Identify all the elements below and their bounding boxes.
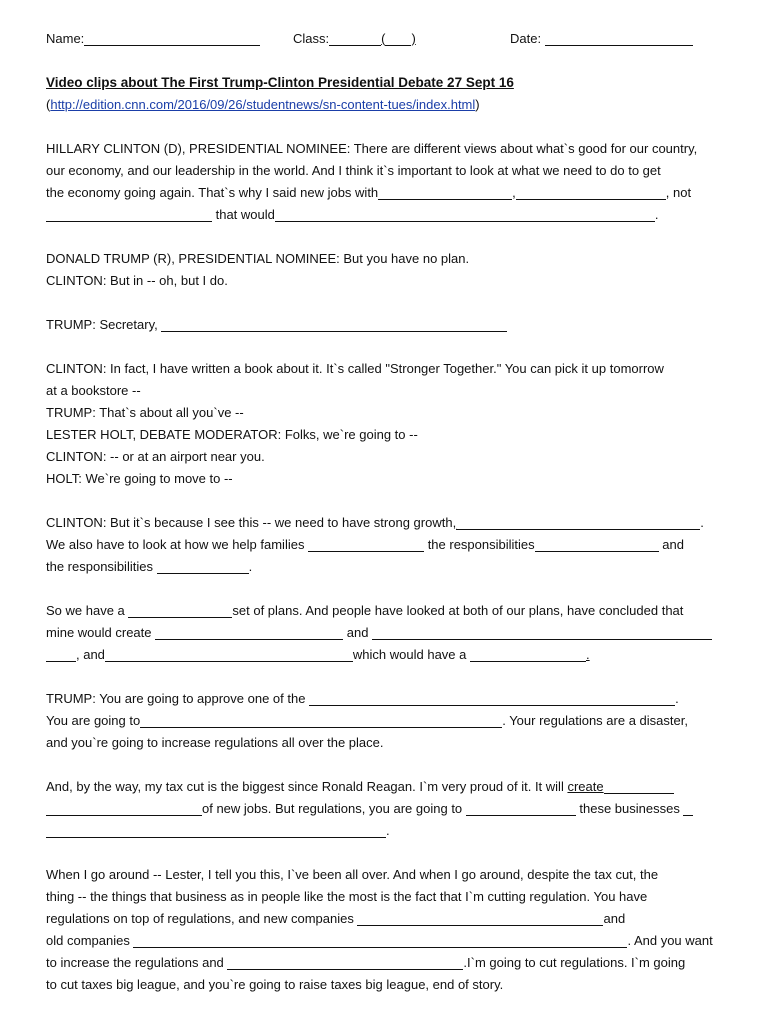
class-blank[interactable] xyxy=(329,31,381,46)
answer-blank[interactable] xyxy=(46,207,212,222)
date-field xyxy=(510,28,693,50)
source-line: (http://edition.cnn.com/2016/09/26/studentnews/sn-content-tues/index.html) xyxy=(46,97,480,112)
answer-blank[interactable] xyxy=(535,537,659,552)
worksheet xyxy=(46,28,730,996)
text-line: TRUMP: That`s about all you`ve -- xyxy=(46,405,244,420)
text-line: CLINTON: But in -- oh, but I do. xyxy=(46,273,228,288)
text-line: old companies . And you want xyxy=(46,933,713,948)
name-label: Name: xyxy=(46,31,85,46)
name-blank[interactable] xyxy=(84,31,260,46)
text-line: HILLARY CLINTON (D), PRESIDENTIAL NOMINEE: There are different views about what`s good for our country, xyxy=(46,141,698,156)
answer-blank[interactable] xyxy=(227,955,463,970)
answer-blank[interactable] xyxy=(372,625,712,640)
text-line: , and which would have a . xyxy=(46,644,730,666)
text-line: of new jobs. But regulations, you are going to these businesses xyxy=(46,798,730,820)
class-field xyxy=(293,28,416,50)
text-line: mine would create and xyxy=(46,622,730,644)
answer-blank[interactable] xyxy=(157,559,249,574)
class-number-blank[interactable] xyxy=(385,31,411,46)
name-field xyxy=(46,28,260,50)
answer-blank[interactable] xyxy=(378,185,512,200)
answer-blank[interactable] xyxy=(161,317,507,332)
text-line: When I go around -- Lester, I tell you this, I`ve been all over. And when I go around, despite the tax cut, the xyxy=(46,867,659,882)
answer-blank[interactable] xyxy=(456,515,700,530)
answer-blank[interactable] xyxy=(309,691,675,706)
text-line: LESTER HOLT, DEBATE MODERATOR: Folks, we`re going to -- xyxy=(46,427,418,442)
text-line: the economy going again. That`s why I said new jobs with , , not xyxy=(46,185,692,200)
text-line: TRUMP: You are going to approve one of the . xyxy=(46,691,679,706)
document-title: Video clips about The First Trump-Clinton Presidential Debate 27 Sept 16 xyxy=(46,75,514,90)
text-line: And, by the way, my tax cut is the biggest since Ronald Reagan. I`m very proud of it. It will create xyxy=(46,776,730,798)
text-line: our economy, and our leadership in the world. And I think it`s important to look at what we need to do to get xyxy=(46,163,661,178)
text-line: to increase the regulations and .I`m going to cut regulations. I`m going xyxy=(46,955,686,970)
answer-blank[interactable] xyxy=(357,911,603,926)
text-line: You are going to . Your regulations are a disaster, xyxy=(46,713,688,728)
answer-blank[interactable] xyxy=(604,779,674,794)
answer-blank[interactable] xyxy=(470,647,586,662)
text-line: at a bookstore -- xyxy=(46,383,141,398)
text-line: DONALD TRUMP (R), PRESIDENTIAL NOMINEE: But you have no plan. xyxy=(46,251,470,266)
text-line: CLINTON: -- or at an airport near you. xyxy=(46,449,265,464)
answer-blank[interactable] xyxy=(133,933,627,948)
header-row xyxy=(46,28,730,50)
answer-blank[interactable] xyxy=(46,647,76,662)
class-paren-open: ( xyxy=(381,31,386,46)
date-blank[interactable] xyxy=(545,31,693,46)
answer-blank[interactable] xyxy=(105,647,353,662)
text-line: and you`re going to increase regulations all over the place. xyxy=(46,735,384,750)
class-label: Class: xyxy=(293,31,330,46)
date-label: Date: xyxy=(510,31,545,46)
answer-blank[interactable] xyxy=(140,713,502,728)
text-line: We also have to look at how we help families the responsibilities and xyxy=(46,537,684,552)
text-line: that would . xyxy=(46,204,730,226)
answer-blank[interactable] xyxy=(155,625,343,640)
answer-blank[interactable] xyxy=(46,823,386,838)
answer-blank[interactable] xyxy=(46,801,202,816)
text-line: HOLT: We`re going to move to -- xyxy=(46,471,233,486)
text-line: . xyxy=(46,820,730,842)
answer-blank[interactable] xyxy=(683,801,693,816)
text-line: TRUMP: Secretary, xyxy=(46,314,730,336)
text-line: CLINTON: In fact, I have written a book about it. It`s called "Stronger Together." You can pick it up tomorrow xyxy=(46,361,664,376)
answer-blank[interactable] xyxy=(128,603,232,618)
answer-blank[interactable] xyxy=(308,537,424,552)
text-line: to cut taxes big league, and you`re going to raise taxes big league, end of story. xyxy=(46,977,504,992)
answer-blank[interactable] xyxy=(516,185,666,200)
source-link[interactable]: http://edition.cnn.com/2016/09/26/studentnews/sn-content-tues/index.html xyxy=(50,97,476,112)
text-line: So we have a set of plans. And people have looked at both of our plans, have concluded that xyxy=(46,603,684,618)
text-line: CLINTON: But it`s because I see this -- we need to have strong growth, . xyxy=(46,515,704,530)
class-paren-close: ) xyxy=(411,31,416,46)
answer-blank[interactable] xyxy=(466,801,576,816)
text-line: the responsibilities . xyxy=(46,559,253,574)
text-line: thing -- the things that business as in people like the most is the fact that I`m cutting regulation. You have xyxy=(46,889,648,904)
answer-blank[interactable] xyxy=(275,207,655,222)
text-line: regulations on top of regulations, and new companies and xyxy=(46,911,626,926)
